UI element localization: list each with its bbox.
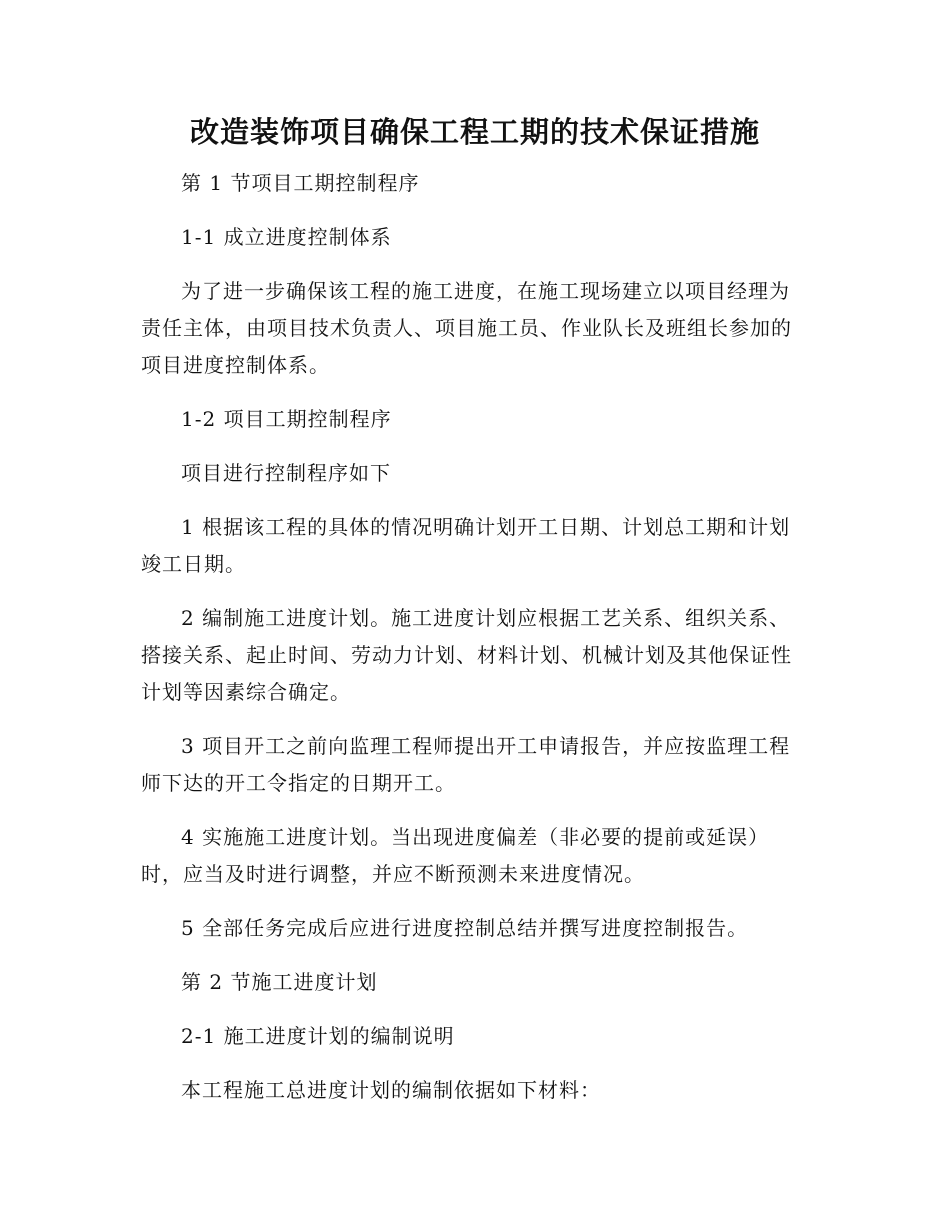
- subsection-heading-1-2: 1-2 项目工期控制程序: [181, 407, 392, 431]
- section-heading-2: 第 2 节施工进度计划: [181, 970, 378, 994]
- section-heading-1: 第 1 节项目工期控制程序: [181, 171, 420, 195]
- document-body: [141, 165, 801, 1109]
- list-item-4: 4 实施施工进度计划。当出现进度偏差（非必要的提前或延误）时，应当及时进行调整，并应不断预测未来进度情况。: [141, 825, 770, 886]
- list-item-1: 1 根据该工程的具体的情况明确计划开工日期、计划总工期和计划竣工日期。: [141, 515, 791, 576]
- list-item-2: 2 编制施工进度计划。施工进度计划应根据工艺关系、组织关系、搭接关系、起止时间、劳动力计划、材料计划、机械计划及其他保证性计划等因素综合确定。: [141, 606, 792, 704]
- paragraph-control-system: 为了进一步确保该工程的施工进度，在施工现场建立以项目经理为责任主体，由项目技术负责人、项目施工员、作业队长及班组长参加的项目进度控制体系。: [141, 279, 792, 377]
- paragraph-control-procedure: 项目进行控制程序如下: [181, 461, 391, 485]
- list-item-3: 3 项目开工之前向监理工程师提出开工申请报告，并应按监理工程师下达的开工令指定的日期开工。: [141, 734, 791, 795]
- paragraph-schedule-basis: 本工程施工总进度计划的编制依据如下材料：: [181, 1078, 601, 1102]
- list-item-5: 5 全部任务完成后应进行进度控制总结并撰写进度控制报告。: [181, 916, 749, 940]
- subsection-heading-2-1: 2-1 施工进度计划的编制说明: [181, 1024, 455, 1048]
- document-title: 改造装饰项目确保工程工期的技术保证措施: [189, 115, 760, 149]
- subsection-heading-1-1: 1-1 成立进度控制体系: [181, 225, 392, 249]
